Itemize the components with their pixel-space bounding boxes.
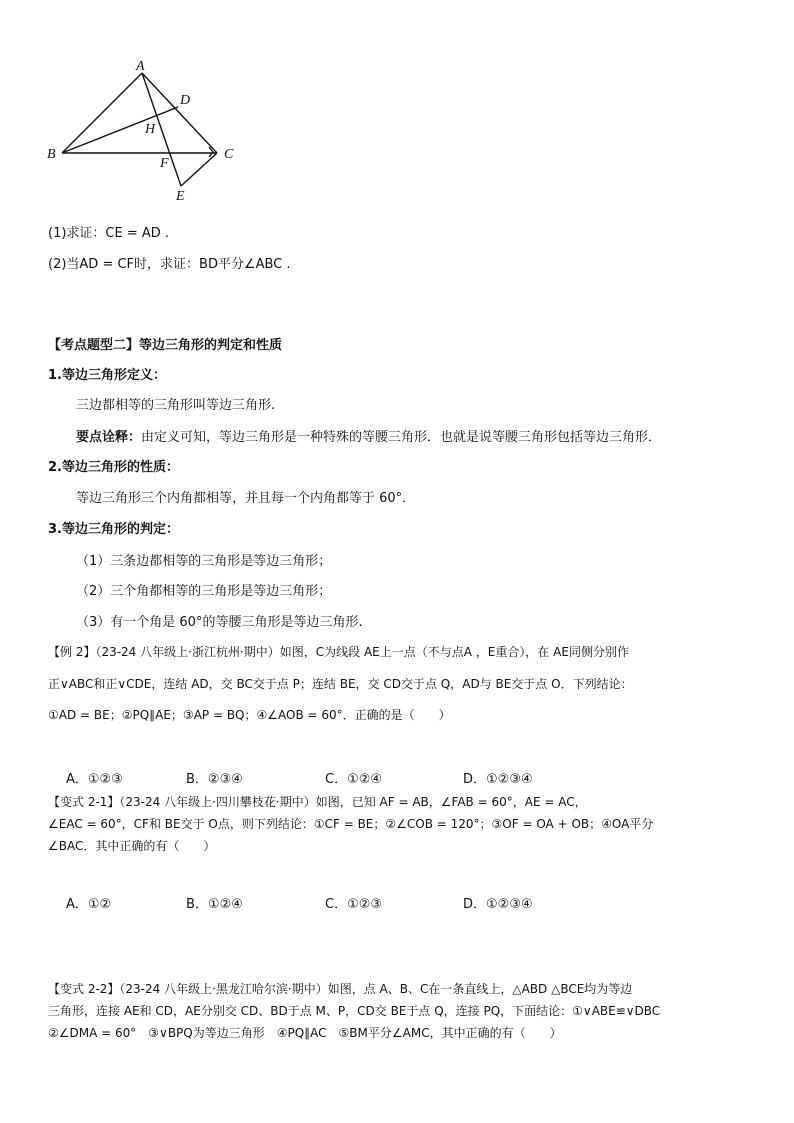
key-note-label: 要点诠释：	[76, 430, 142, 445]
judgement-item-3: （3）有一个角是 60°的等腰三角形是等边三角形.	[76, 615, 363, 630]
variant22-line3: ②∠DMA = 60° ③∨BPQ为等边三角形 ④PQ∥AC ⑤BM平分∠AMC，其中正确的有（ ）	[48, 1026, 562, 1040]
segment-ab	[62, 73, 142, 153]
segment-ac	[142, 73, 217, 153]
geometry-figure	[40, 55, 240, 205]
key-note	[76, 426, 661, 445]
label-e: E	[176, 189, 185, 204]
judgement-item-1: （1）三条边都相等的三角形是等边三角形；	[76, 554, 332, 569]
variant21-option-d[interactable]: D．①②③④	[463, 897, 533, 912]
variant21-option-b[interactable]: B．①②④	[186, 897, 243, 912]
example2-option-d[interactable]: D．①②③④	[463, 772, 533, 787]
example2-option-b[interactable]: B．②③④	[186, 772, 243, 787]
example2-line2: 正∨ABC和正∨CDE，连结 AD，交 BC交于点 P；连结 BE，交 CD交于点 Q，AD与 BE交于点 O．下列结论：	[48, 677, 633, 691]
example2-line1: 【例 2】（23-24 八年级上·浙江杭州·期中）如图，C为线段 AE上一点（不与点A ，E重合），在 AE同侧分别作	[48, 645, 629, 659]
segment-bd	[62, 107, 178, 153]
property-title: 2.等边三角形的性质：	[48, 460, 179, 475]
variant21-line3: ∠BAC．其中正确的有（ ）	[48, 839, 216, 853]
variant21-line1: 【变式 2-1】（23-24 八年级上·四川攀枝花·期中）如图，已知 AF = AB，∠FAB = 60°，AE = AC，	[48, 795, 587, 809]
section-heading: 【考点题型二】等边三角形的判定和性质	[48, 338, 283, 353]
label-c: C	[224, 147, 234, 162]
example2-option-a[interactable]: A．①②③	[66, 772, 123, 787]
label-f: F	[160, 156, 169, 171]
label-d: D	[180, 93, 191, 108]
variant21-option-a[interactable]: A．①②	[66, 897, 112, 912]
prev-problem-part1: (1)求证：CE = AD .	[48, 226, 170, 241]
example2-option-c[interactable]: C．①②④	[325, 772, 383, 787]
definition-title: 1.等边三角形定义：	[48, 368, 166, 383]
key-note-text: 由定义可知，等边三角形是一种特殊的等腰三角形．也就是说等腰三角形包括等边三角形．	[141, 430, 662, 445]
variant21-option-c[interactable]: C．①②③	[325, 897, 383, 912]
judgement-title: 3.等边三角形的判定：	[48, 522, 179, 537]
label-b: B	[47, 147, 56, 162]
example2-line3: ①AD = BE；②PQ∥AE；③AP = BQ；④∠AOB = 60°．正确的是（ ）	[48, 708, 451, 722]
label-a: A	[136, 59, 145, 74]
label-h: H	[145, 122, 156, 137]
judgement-item-2: （2）三个角都相等的三角形是等边三角形；	[76, 584, 332, 599]
segment-ce	[181, 153, 217, 186]
variant22-line1: 【变式 2-2】（23-24 八年级上·黑龙江哈尔滨·期中）如图，点 A、B、C在一条直线上，△ABD △BCE均为等边	[48, 982, 633, 996]
property-text: 等边三角形三个内角都相等，并且每一个内角都等于 60°．	[76, 491, 416, 506]
variant22-line2: 三角形，连接 AE和 CD，AE分别交 CD、BD于点 M、P，CD交 BE于点 Q，连接 PQ，下面结论：①∨ABE≌∨DBC	[48, 1004, 661, 1018]
prev-problem-part2: (2)当AD = CF时，求证：BD平分∠ABC .	[48, 257, 291, 272]
variant21-line2: ∠EAC = 60°，CF和 BE交于 O点，则下列结论：①CF = BE；②∠COB = 120°；③OF = OA + OB；④OA平分	[48, 817, 654, 831]
definition-text: 三边都相等的三角形叫等边三角形.	[76, 398, 276, 413]
